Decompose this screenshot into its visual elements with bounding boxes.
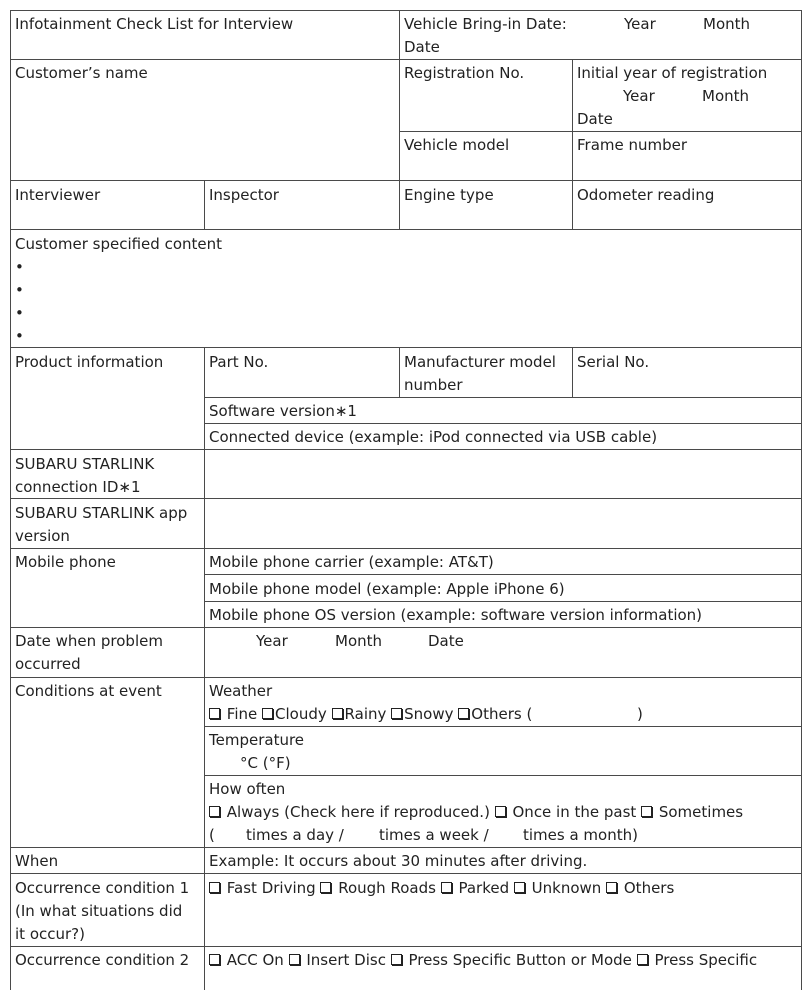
sometimes-label: Sometimes <box>658 803 744 821</box>
checkbox-cloudy[interactable] <box>262 708 273 719</box>
acc-on-label: ACC On <box>226 951 284 969</box>
times-week-label: times a week / <box>379 826 489 844</box>
checkbox-once[interactable] <box>495 806 506 817</box>
conditions-label: Conditions at event <box>15 682 162 700</box>
checkbox-parked[interactable] <box>441 882 452 893</box>
frequency-options <box>209 801 743 824</box>
mobile-phone-label: Mobile phone <box>15 553 116 571</box>
rule <box>10 449 802 450</box>
software-version-label: Software version∗1 <box>209 402 357 420</box>
once-label: Once in the past <box>512 803 637 821</box>
rule <box>10 677 802 678</box>
connected-device-label: Connected device (example: iPod connected via USB cable) <box>209 428 658 446</box>
weather-options <box>209 703 532 726</box>
date-label: Date <box>577 110 613 128</box>
bullet: • <box>15 258 24 276</box>
part-no-label: Part No. <box>209 353 269 371</box>
rule <box>10 59 802 60</box>
engine-type-label: Engine type <box>404 186 494 204</box>
mfr-model-label: number <box>404 376 463 394</box>
rule <box>572 347 573 397</box>
starlink-id-label: SUBARU STARLINK <box>15 455 155 473</box>
date-label: Date <box>428 632 464 650</box>
year-label: Year <box>623 87 655 105</box>
checkbox-fast-driving[interactable] <box>209 882 220 893</box>
press-specific-label: Press Specific <box>654 951 758 969</box>
parked-label: Parked <box>458 879 510 897</box>
unknown-label: Unknown <box>531 879 602 897</box>
rule <box>10 10 802 11</box>
phone-os-label: Mobile phone OS version (example: software version information) <box>209 606 703 624</box>
month-label: Month <box>703 15 751 33</box>
checkbox-rainy[interactable] <box>332 708 343 719</box>
vehicle-model-label: Vehicle model <box>404 136 510 154</box>
problem-date-label: Date when problem <box>15 632 163 650</box>
how-often-label: How often <box>209 780 286 798</box>
carrier-label: Mobile phone carrier (example: AT&T) <box>209 553 494 571</box>
occurrence-1-label: it occur?) <box>15 925 85 943</box>
infotainment-check-list-form <box>10 10 802 990</box>
odometer-label: Odometer reading <box>577 186 715 204</box>
open-paren: ( <box>209 826 215 844</box>
rule <box>10 229 802 230</box>
checkbox-fine[interactable] <box>209 708 220 719</box>
rule <box>10 946 802 947</box>
temperature-label: Temperature <box>209 731 305 749</box>
bullet: • <box>15 327 24 345</box>
year-label: Year <box>256 632 288 650</box>
rule <box>10 847 802 848</box>
close-paren: ) <box>637 705 643 723</box>
rule <box>204 397 802 398</box>
when-label: When <box>15 852 59 870</box>
rule <box>399 131 802 132</box>
cloudy-label: Cloudy <box>275 705 327 723</box>
customer-content-label: Customer specified content <box>15 235 223 253</box>
rainy-label: Rainy <box>344 705 387 723</box>
checkbox-press-button[interactable] <box>391 954 402 965</box>
always-label: Always (Check here if reproduced.) <box>226 803 490 821</box>
rule <box>572 59 573 229</box>
initial-year-label: Initial year of registration <box>577 64 768 82</box>
times-month-label: times a month) <box>523 826 638 844</box>
rule <box>204 423 802 424</box>
checkbox-others[interactable] <box>606 882 617 893</box>
checkbox-snowy[interactable] <box>391 708 402 719</box>
rule <box>399 347 400 397</box>
bullet: • <box>15 281 24 299</box>
interviewer-label: Interviewer <box>15 186 101 204</box>
registration-no-label: Registration No. <box>404 64 525 82</box>
rule <box>10 347 802 348</box>
others-label: Others <box>623 879 675 897</box>
starlink-app-label: SUBARU STARLINK app <box>15 504 188 522</box>
rule <box>204 180 205 229</box>
others-label: Others ( <box>471 705 533 723</box>
rule <box>10 627 802 628</box>
month-label: Month <box>702 87 750 105</box>
occurrence-2-label: Occurrence condition 2 <box>15 951 190 969</box>
snowy-label: Snowy <box>404 705 454 723</box>
occurrence-1-label: Occurrence condition 1 <box>15 879 190 897</box>
rule <box>10 548 802 549</box>
customer-name-label: Customer’s name <box>15 64 148 82</box>
starlink-id-label: connection ID∗1 <box>15 478 141 496</box>
rule <box>801 10 802 990</box>
rule <box>10 873 802 874</box>
fine-label: Fine <box>226 705 258 723</box>
starlink-app-label: version <box>15 527 70 545</box>
temperature-units: °C (°F) <box>240 754 291 772</box>
rule <box>204 347 205 990</box>
occurrence-2-options <box>209 949 757 972</box>
fast-driving-label: Fast Driving <box>226 879 316 897</box>
year-label: Year <box>624 15 656 33</box>
rule <box>204 601 802 602</box>
bring-in-date-label: Vehicle Bring-in Date: <box>404 15 567 33</box>
problem-date-label: occurred <box>15 655 81 673</box>
rule <box>204 726 802 727</box>
checkbox-always[interactable] <box>209 806 220 817</box>
press-button-label: Press Specific Button or Mode <box>408 951 632 969</box>
form-title: Infotainment Check List for Interview <box>15 15 294 33</box>
checkbox-sometimes[interactable] <box>641 806 652 817</box>
phone-model-label: Mobile phone model (example: Apple iPhone 6) <box>209 580 565 598</box>
month-label: Month <box>335 632 383 650</box>
inspector-label: Inspector <box>209 186 279 204</box>
checkbox-rough-roads[interactable] <box>320 882 331 893</box>
product-info-label: Product information <box>15 353 164 371</box>
times-day-label: times a day / <box>246 826 344 844</box>
bullet: • <box>15 304 24 322</box>
rough-roads-label: Rough Roads <box>338 879 436 897</box>
checkbox-insert-disc[interactable] <box>289 954 300 965</box>
checkbox-acc-on[interactable] <box>209 954 220 965</box>
weather-label: Weather <box>209 682 273 700</box>
frame-number-label: Frame number <box>577 136 688 154</box>
occurrence-1-options <box>209 877 674 900</box>
mfr-model-label: Manufacturer model <box>404 353 556 371</box>
checkbox-others[interactable] <box>458 708 469 719</box>
rule <box>204 775 802 776</box>
rule <box>10 180 802 181</box>
serial-no-label: Serial No. <box>577 353 650 371</box>
checkbox-unknown[interactable] <box>514 882 525 893</box>
rule <box>399 10 400 229</box>
when-example: Example: It occurs about 30 minutes after driving. <box>209 852 588 870</box>
date-label: Date <box>404 38 440 56</box>
rule <box>10 10 11 990</box>
rule <box>204 574 802 575</box>
insert-disc-label: Insert Disc <box>306 951 386 969</box>
checkbox-press-specific[interactable] <box>637 954 648 965</box>
occurrence-1-label: (In what situations did <box>15 902 183 920</box>
